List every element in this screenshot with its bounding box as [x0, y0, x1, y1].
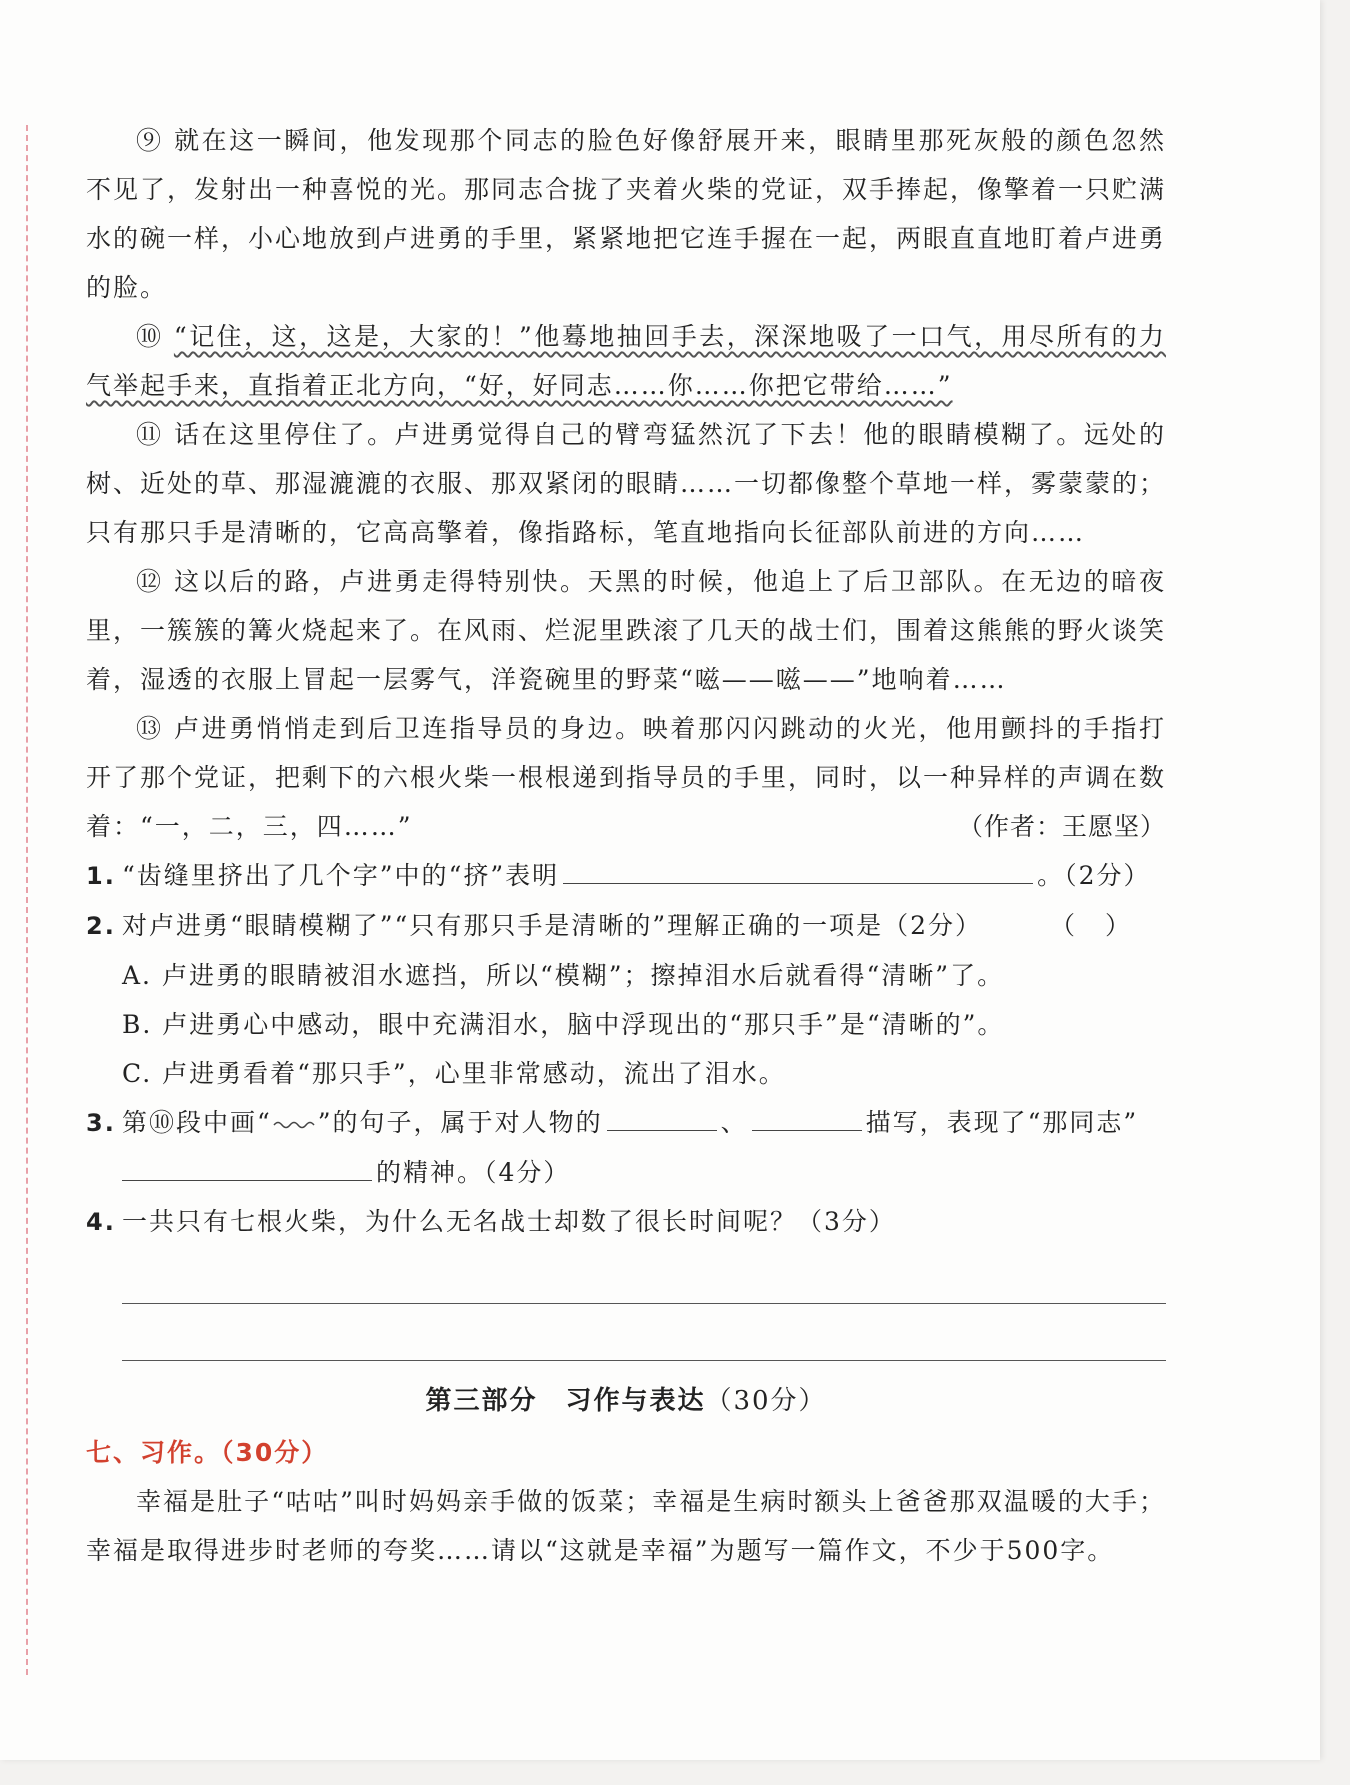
- page-content: [86, 116, 1166, 1575]
- paragraph-9: ⑨ 就在这一瞬间，他发现那个同志的脸色好像舒展开来，眼睛里那死灰般的颜色忽然不见了，发射出一种喜悦的光。那同志合拢了夹着火柴的党证，双手捧起，像擎着一只贮满水的碗一样，小心地放到卢进勇的手里，紧紧地把它连手握在一起，两眼直直地盯着卢进勇的脸。: [86, 126, 1167, 302]
- question-3-text-c: 描写，表现了“那同志”: [865, 1108, 1139, 1137]
- question-3-number: 3.: [86, 1109, 116, 1137]
- question-1-number: 1.: [86, 862, 116, 890]
- question-2-text: 对卢进勇“眼睛模糊了”“只有那只手是清晰的”理解正确的一项是（2分）: [122, 911, 983, 940]
- question-1-score: 。（2分）: [1037, 861, 1151, 890]
- question-2-option-c[interactable]: C. 卢进勇看着“那只手”，心里非常感动，流出了泪水。: [122, 1059, 786, 1088]
- wavy-line-symbol: [272, 1120, 318, 1130]
- question-1-answer-blank[interactable]: [563, 857, 1033, 884]
- paragraph-10-number: ⑩: [136, 322, 174, 351]
- section-3-heading: [86, 1377, 1166, 1426]
- question-3-line-2: [86, 1148, 1166, 1197]
- wavy-underlined-sentence: “记住，这，这是，大家的！”他蓦地抽回手去，深深地吸了一口气，用尽所有的力气举起手来，直指着正北方向，“好，好同志……你……你把它带给……”: [86, 322, 1166, 400]
- question-1-text: “齿缝里挤出了几个字”中的“挤”表明: [122, 861, 560, 890]
- question-3-blank-2[interactable]: [752, 1104, 862, 1131]
- question-2-answer-parentheses[interactable]: （）: [1049, 911, 1160, 940]
- question-3-text-d: 的精神。（4分）: [376, 1158, 571, 1187]
- question-3-blank-3[interactable]: [122, 1154, 372, 1181]
- question-2-option-b[interactable]: B. 卢进勇心中感动，眼中充满泪水，脑中浮现出的“那只手”是“清晰的”。: [122, 1010, 1005, 1039]
- question-3-text-b: ”的句子，属于对人物的: [317, 1108, 603, 1137]
- paragraph-11: ⑪ 话在这里停住了。卢进勇觉得自己的臂弯猛然沉了下去！他的眼睛模糊了。远处的树、近处的草、那湿漉漉的衣服、那双紧闭的眼睛……一切都像整个草地一样，雾蒙蒙的；只有那只手是清晰的，它高高擎着，像指路标，笔直地指向长征部队前进的方向……: [86, 420, 1167, 547]
- question-4-answer-line-1[interactable]: [122, 1247, 1166, 1304]
- question-3: [86, 1098, 1166, 1148]
- question-2: [86, 901, 1166, 951]
- section-3-title: 第三部分 习作与表达: [425, 1386, 706, 1416]
- paragraph-10: [86, 312, 1166, 410]
- question-4: [86, 1197, 1166, 1247]
- question-4-number: 4.: [86, 1208, 116, 1236]
- binding-margin-line: [26, 125, 28, 1675]
- question-3-blank-1[interactable]: [607, 1104, 717, 1131]
- question-1: [86, 851, 1166, 901]
- author-credit: （作者：王愿坚）: [957, 812, 1166, 841]
- question-2-option-a[interactable]: A. 卢进勇的眼睛被泪水遮挡，所以“模糊”；擦掉泪水后就看得“清晰”了。: [122, 961, 1005, 990]
- paragraph-13: ⑬ 卢进勇悄悄走到后卫连指导员的身边。映着那闪闪跳动的火光，他用颤抖的手指打开了那个党证，把剩下的六根火柴一根根递到指导员的手里，同时，以一种异样的声调在数着：“一，二，三，四……”: [86, 714, 1167, 841]
- question-3-separator: 、: [720, 1108, 748, 1137]
- question-2-number: 2.: [86, 912, 116, 940]
- task-7-prompt: 幸福是肚子“咕咕”叫时妈妈亲手做的饭菜；幸福是生病时额头上爸爸那双温暖的大手；幸福是取得进步时老师的夸奖……请以“这就是幸福”为题写一篇作文，不少于500字。: [86, 1487, 1166, 1565]
- question-4-text: 一共只有七根火柴，为什么无名战士却数了很长时间呢？（3分）: [122, 1207, 896, 1236]
- paragraph-12: ⑫ 这以后的路，卢进勇走得特别快。天黑的时候，他追上了后卫部队。在无边的暗夜里，一簇簇的篝火烧起来了。在风雨、烂泥里跌滚了几天的战士们，围着这熊熊的野火谈笑着，湿透的衣服上冒起一层雾气，洋瓷碗里的野菜“嗞——嗞——”地响着……: [86, 567, 1167, 694]
- question-3-text-a: 第⑩段中画“: [122, 1108, 272, 1137]
- section-3-score: （30分）: [705, 1386, 827, 1416]
- question-4-answer-line-2[interactable]: [122, 1304, 1166, 1361]
- task-7-title: 七、习作。（30分）: [86, 1438, 329, 1467]
